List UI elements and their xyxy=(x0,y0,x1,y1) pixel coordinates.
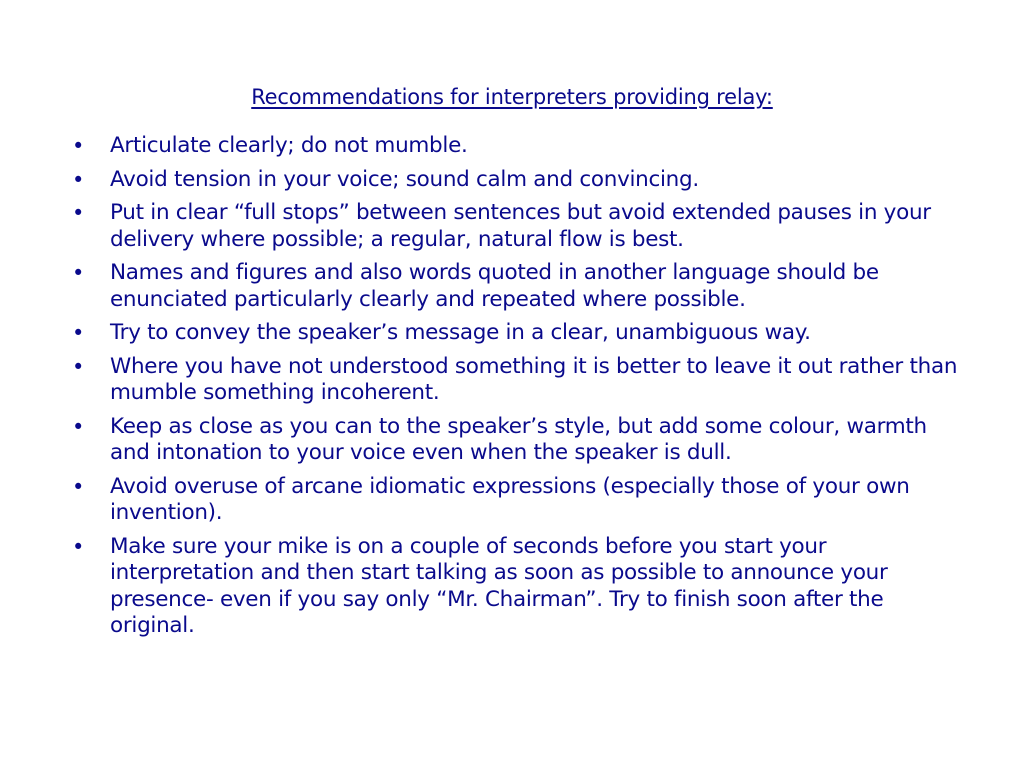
bullet-icon: • xyxy=(71,201,85,225)
bullet-text: Put in clear “full stops” between sentences but avoid extended pauses in your delivery where possible; a regular, natural flow is best. xyxy=(110,200,931,252)
bullet-icon: • xyxy=(71,167,85,192)
bullet-item xyxy=(70,167,970,194)
bullet-item xyxy=(70,260,970,313)
bullet-item xyxy=(70,133,970,160)
bullet-icon: • xyxy=(71,134,85,158)
bullet-text: Try to convey the speaker’s message in a clear, unambiguous way. xyxy=(110,320,811,345)
bullet-text: Avoid overuse of arcane idiomatic expressions (especially those of your own invention). xyxy=(110,473,910,525)
bullet-text: Names and figures and also words quoted in another language should be enunciated particularly clearly and repeated where possible. xyxy=(110,260,879,312)
bullet-text: Avoid tension in your voice; sound calm and convincing. xyxy=(110,166,699,192)
bullet-item xyxy=(70,354,970,407)
bullet-text: Make sure your mike is on a couple of seconds before you start your interpretation and then start talking as soon as possible to announce your presence- even if you say only “Mr. Chairman”. Try to finish soon after the original. xyxy=(110,533,888,638)
bullet-item xyxy=(70,320,970,347)
bullet-item xyxy=(70,414,970,467)
bullet-list xyxy=(70,133,970,647)
bullet-item xyxy=(70,534,970,640)
bullet-icon: • xyxy=(71,414,85,439)
slide-title: Recommendations for interpreters providing relay: xyxy=(251,85,773,109)
bullet-text: Keep as close as you can to the speaker’s style, but add some colour, warmth and intonation to your voice even when the speaker is dull. xyxy=(110,413,927,465)
bullet-text: Articulate clearly; do not mumble. xyxy=(110,133,468,158)
bullet-icon: • xyxy=(71,534,85,559)
bullet-icon: • xyxy=(71,354,85,379)
bullet-item xyxy=(70,474,970,527)
bullet-icon: • xyxy=(71,261,85,285)
bullet-icon: • xyxy=(71,321,85,345)
bullet-item xyxy=(70,200,970,253)
bullet-icon: • xyxy=(71,474,85,499)
bullet-text: Where you have not understood something it is better to leave it out rather than mumble something incoherent. xyxy=(110,353,958,405)
